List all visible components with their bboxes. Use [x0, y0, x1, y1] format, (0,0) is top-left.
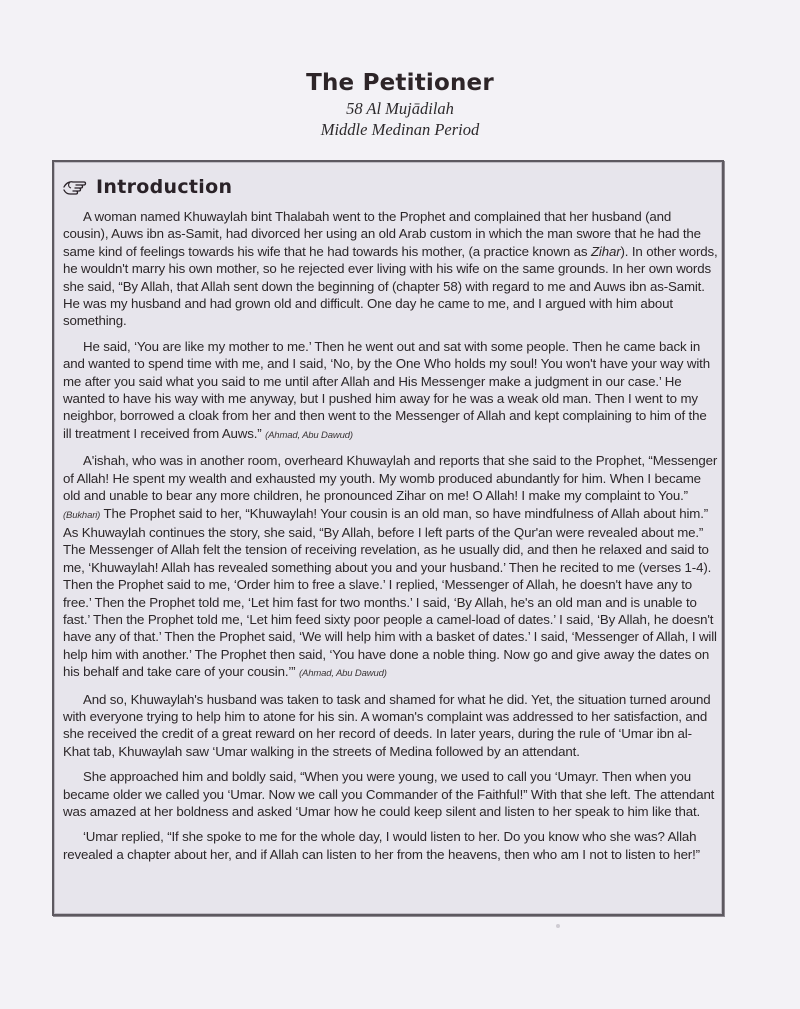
citation: (Bukhari) — [63, 509, 101, 521]
paragraph-text: ). In other words, he wouldn't marry his own mother, so he rejected ever living with his wife on the same grounds. In her own words she said, “By Allah, that Allah sent down the beginning of (chapter 58) with regard to me and Auws ibn as-Samit. He was my husband and had grown old and difficult. One day he came to me, and I argued with him about something. — [63, 243, 718, 329]
paragraph-text: ‘Umar replied, “If she spoke to me for the whole day, I would listen to her. Do you know who she was? Allah revealed a chapter about her, and if Allah can listen to her from the heavens, then who am I not to listen to her!” — [63, 829, 700, 862]
introduction-body — [63, 208, 718, 871]
italic-term: Zihar — [590, 243, 621, 259]
page-header — [0, 68, 800, 140]
section-heading — [62, 176, 232, 198]
paragraph-text: A woman named Khuwaylah bint Thalabah went to the Prophet and complained that her husband (and cousin), Auws ibn as-Samit, had divorced her using an old Arab custom in which the man swore that he had the same kind of feelings towards his wife that he had towards his mother, (a practice known as — [63, 209, 701, 259]
paragraph — [63, 768, 718, 820]
paragraph — [63, 208, 718, 330]
section-heading-label: Introduction — [96, 176, 233, 198]
surah-subtitle: 58 Al Mujādilah — [346, 99, 454, 118]
paragraph — [63, 338, 718, 444]
paragraph-text: The Prophet said to her, “Khuwaylah! Your cousin is an old man, so have mindfulness of Allah about him.” As Khuwaylah continues the story, she said, “By Allah, before I left parts of the Qur'an were revealed about me.” The Messenger of Allah felt the tension of receiving revelation, as he usually did, and then he relaxed and said to me, ‘Khuwaylah! Allah has revealed something about you and your husband.’ Then he recited to me (verses 1-4). Then the Prophet said to me, ‘Order him to free a slave.’ I replied, ‘Messenger of Allah, he doesn't have any to free.’ Then the Prophet told me, ‘Let him fast for two months.’ I said, ‘By Allah, he's an old man and is unable to fast.’ Then the Prophet told me, ‘Let him feed sixty poor people a camel-load of dates.’ I said, ‘By Allah, he doesn't have any of that.’ Then the Prophet said, ‘We will help him with a basket of dates.’ I said, ‘Messenger of Allah, I will help him with another.’ The Prophet then said, ‘You have done a noble thing. Now go and give away the dates on his behalf and take care of your cousin.’” — [63, 505, 717, 680]
paragraph — [63, 828, 718, 863]
citation: (Ahmad, Abu Dawud) — [265, 429, 353, 441]
paragraph — [63, 452, 718, 682]
paragraph-text: A'ishah, who was in another room, overheard Khuwaylah and reports that she said to the Prophet, “Messenger of Allah! He spent my wealth and exhausted my youth. My womb produced abundantly for him. When I became old and unable to bear any more children, he pronounced Zihar on me! O Allah! I make my complaint to You.” — [63, 453, 718, 504]
citation: (Ahmad, Abu Dawud) — [299, 668, 387, 680]
period-subtitle: Middle Medinan Period — [320, 120, 480, 139]
paragraph-text: She approached him and boldly said, “When you were young, we used to call you ‘Umayr. Then when you became older we called you ‘Umar. Now we call you Commander of the Faithful!” With that she left. The attendant was amazed at her boldness and asked ‘Umar how he could keep silent and listen to her speak to him like that. — [63, 769, 715, 819]
introduction-box — [52, 160, 724, 916]
paragraph — [63, 691, 718, 761]
pointing-hand-icon — [62, 178, 88, 196]
page-title: The Petitioner — [306, 70, 494, 96]
paragraph-text: He said, ‘You are like my mother to me.’ Then he went out and sat with some people. Then he came back in and wanted to spend time with me, and I said, ‘No, by the One Who holds my soul! You won't have your way with me after you said what you said to me until after Allah and His Messenger make a judgment in our case.’ He wanted to have his way with me anyway, but I pushed him away for he was a weak old man. Then I went to my neighbor, borrowed a cloak from her and then went to the Messenger of Allah and kept complaining to him of the ill treatment I received from Auws.” — [63, 338, 710, 441]
paragraph-text: And so, Khuwaylah's husband was taken to task and shamed for what he did. Yet, the situation turned around with everyone trying to help him to atone for his sin. A woman's complaint was addressed to her satisfaction, and she received the credit of a great reward on her record of deeds. In later years, during the rule of ‘Umar ibn al-Khat tab, Khuwaylah saw ‘Umar walking in the streets of Medina followed by an attendant. — [63, 691, 711, 759]
page-mark — [556, 924, 560, 928]
